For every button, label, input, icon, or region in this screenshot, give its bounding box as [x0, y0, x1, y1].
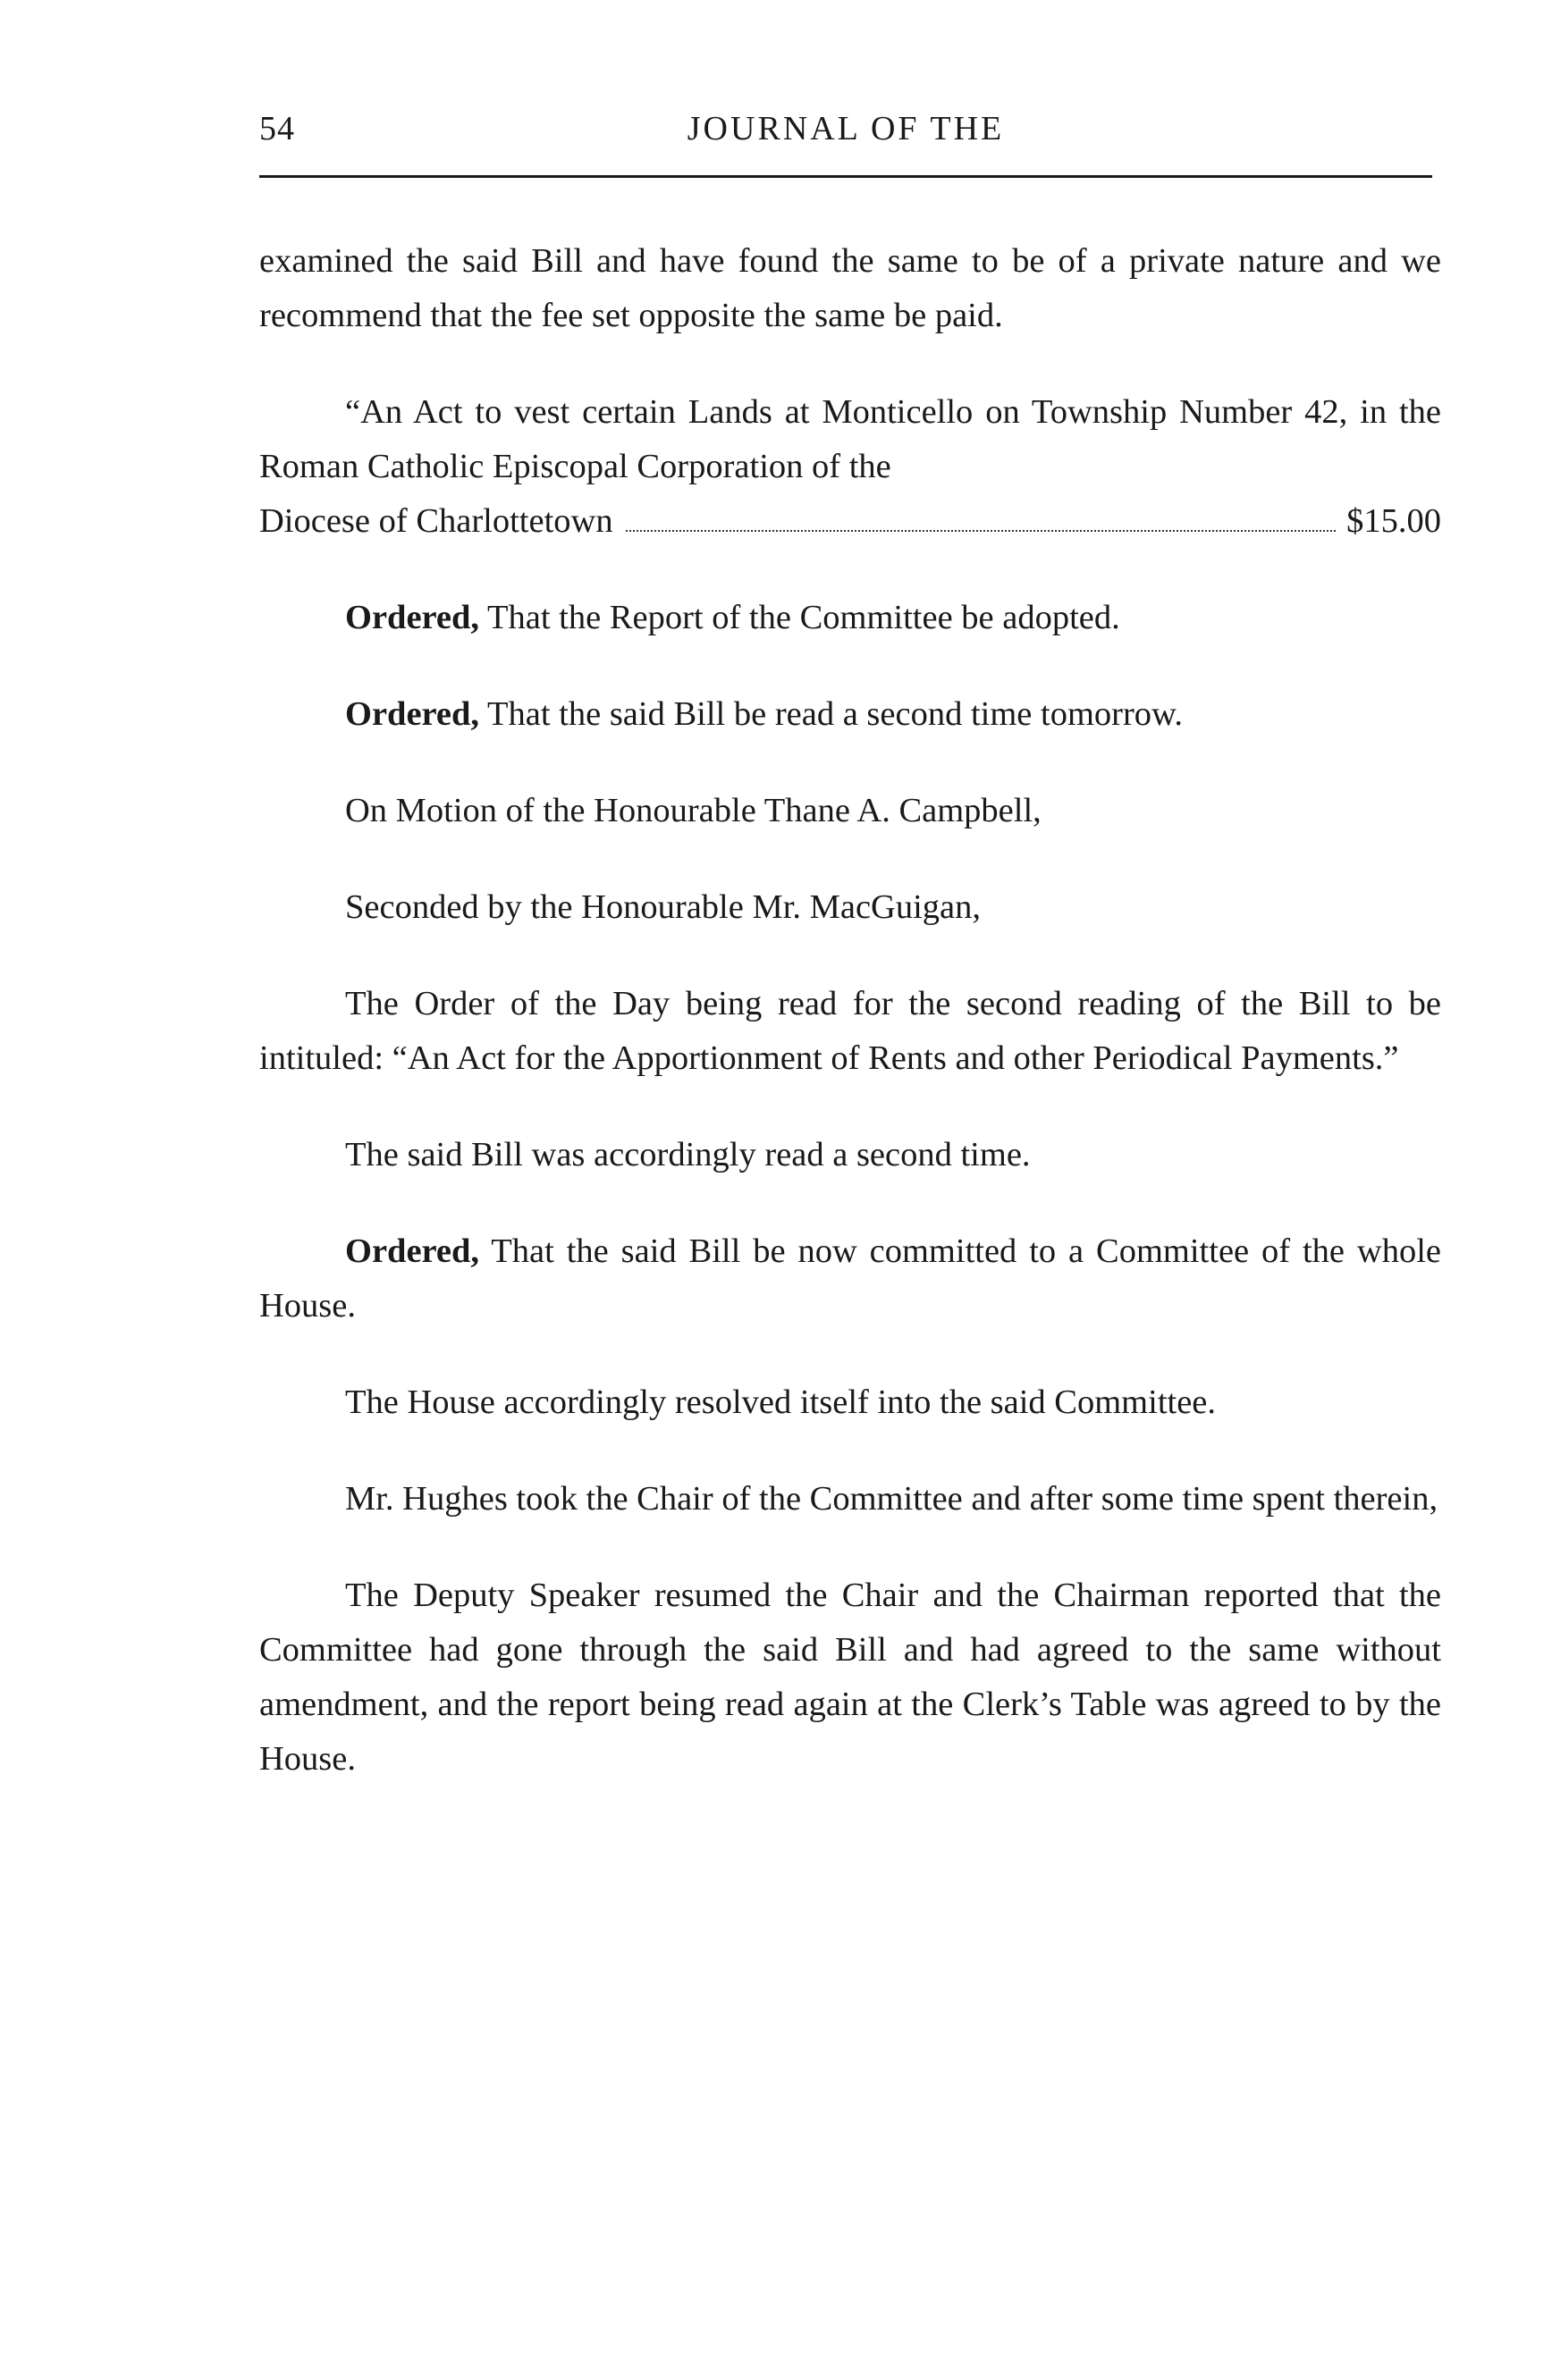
ordered-text: That the said Bill be read a second time tomorrow. — [479, 695, 1183, 733]
paragraph-report-continuation: examined the said Bill and have found the same to be of a private nature and we recommend that the fee set opposite the same be paid. — [259, 242, 1441, 334]
ordered-label: Ordered, — [345, 695, 480, 733]
header-rule — [259, 175, 1432, 178]
paragraph-motion: On Motion of the Honourable Thane A. Campbell, — [345, 792, 1042, 829]
page-number: 54 — [259, 110, 295, 147]
paragraph-order-of-day: The Order of the Day being read for the second reading of the Bill to be intituled: “An Act for the Apportionment of Rents and other Periodical Payments.” — [259, 985, 1441, 1077]
fee-line — [259, 494, 1441, 549]
paragraph-second-reading: The said Bill was accordingly read a second time. — [345, 1136, 1031, 1173]
paragraph-house-resolved: The House accordingly resolved itself into the said Committee. — [345, 1383, 1217, 1421]
paragraph-chair-taken: Mr. Hughes took the Chair of the Committee and after some time spent therein, — [345, 1480, 1438, 1518]
paragraph-seconded: Seconded by the Honourable Mr. MacGuigan, — [345, 888, 982, 926]
dot-leader — [626, 530, 1337, 532]
journal-body — [259, 234, 1441, 1829]
ordered-label: Ordered, — [345, 599, 480, 636]
paragraph-ordered-report-adopted — [259, 591, 1441, 645]
paragraph-ordered-second-reading — [259, 687, 1441, 742]
running-head: JOURNAL OF THE — [687, 110, 1005, 147]
paragraph-speaker-resumed: The Deputy Speaker resumed the Chair and the Chairman reported that the Committee had gone through the said Bill and had agreed to the same without amendment, and the report being read again at the Clerk’s Table was agreed to by the House. — [259, 1577, 1441, 1778]
fee-amount: $15.00 — [1346, 502, 1441, 540]
ordered-label: Ordered, — [345, 1232, 480, 1270]
paragraph-bill-title — [259, 385, 1441, 494]
fee-line-label: Diocese of Charlottetown — [259, 502, 613, 540]
page-header — [259, 109, 1432, 163]
bill-title-text: “An Act to vest certain Lands at Monticello on Township Number 42, in the Roman Catholic Episcopal Corporation of the — [259, 393, 1441, 485]
ordered-text: That the said Bill be now committed to a Committee of the whole House. — [259, 1232, 1441, 1325]
ordered-text: That the Report of the Committee be adopted. — [479, 599, 1120, 636]
paragraph-ordered-committed — [259, 1224, 1441, 1333]
